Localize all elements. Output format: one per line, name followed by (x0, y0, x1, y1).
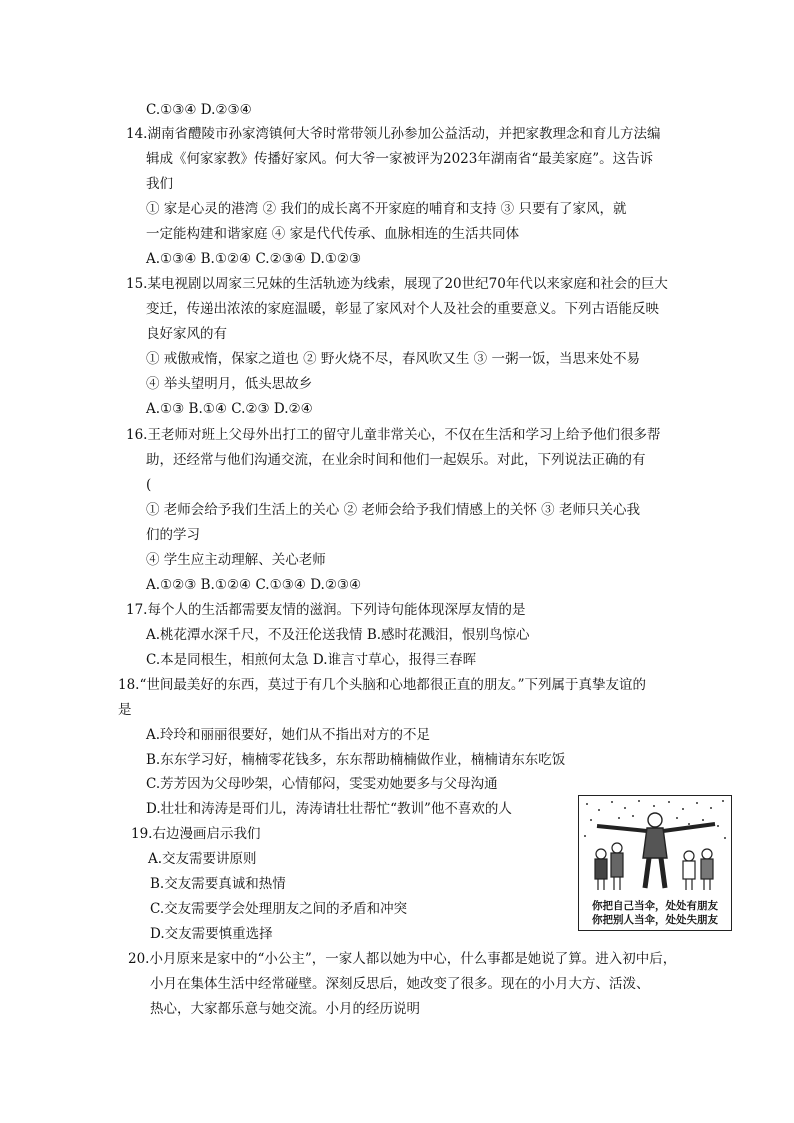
question-14-statements: ① 家是心灵的港湾 ② 我们的成长离不开家庭的哺育和支持 ③ 只要有了家风，就 (146, 201, 627, 217)
question-15-statements: ④ 举头望明月，低头思故乡 (146, 376, 313, 392)
question-15-stem: 15.某电视剧以周家三兄妹的生活轨迹为线索，展现了20世纪70年代以来家庭和社会的巨大 (126, 276, 668, 292)
question-20-stem: 小月在集体生活中经常碰壁。深刻反思后，她改变了很多。现在的小月大方、活泼、 (150, 976, 650, 992)
question-15-statements: ① 戒傲戒惰，保家之道也 ② 野火烧不尽，春风吹又生 ③ 一粥一饭，当思来处不易 (146, 351, 640, 367)
question-14-options: A.①③④ B.①②④ C.②③④ D.①②③ (146, 251, 362, 267)
cartoon-caption-1: 你把自己当伞，处处有朋友 (592, 900, 718, 912)
question-15-stem: 良好家风的有 (146, 326, 227, 342)
question-18-stem: 是 (118, 702, 132, 718)
question-14-stem: 14.湖南省醴陵市孙家湾镇何大爷时常带领儿孙参加公益活动，并把家教理念和育儿方法编 (126, 126, 661, 142)
question-15-options: A.①③ B.①④ C.②③ D.②④ (146, 401, 313, 417)
question-20-stem: 热心，大家都乐意与她交流。小月的经历说明 (150, 1001, 420, 1017)
question-18-option: A.玲玲和丽丽很要好，她们从不指出对方的不足 (146, 727, 431, 743)
question-14-stem: 辑成《何家家教》传播好家风。何大爷一家被评为2023年湖南省“最美家庭”。这告诉 (146, 151, 654, 167)
question-18-option: C.芳芳因为父母吵架，心情郁闷，雯雯劝她要多与父母沟通 (146, 776, 498, 792)
question-16-options: A.①②③ B.①②④ C.①③④ D.②③④ (146, 577, 362, 593)
question-18-stem: 18.“世间最美好的东西，莫过于有几个头脑和心地都很正直的朋友。”下列属于真挚友谊的 (118, 677, 647, 693)
question-19-option: D.交友需要慎重选择 (150, 926, 273, 942)
question-17-options: C.本是同根生，相煎何太急 D.谁言寸草心，报得三春晖 (146, 652, 477, 668)
question-16-stem: 助，还经常与他们沟通交流，在业余时间和他们一起娱乐。对此，下列说法正确的有 (146, 452, 646, 468)
cartoon-drawing (579, 796, 731, 896)
question-14-stem: 我们 (146, 176, 173, 192)
answer-options-13: C.①③④ D.②③④ (146, 102, 252, 118)
question-15-stem: 变迁，传递出浓浓的家庭温暖，彰显了家风对个人及社会的重要意义。下列古语能反映 (146, 301, 659, 317)
question-19-option: A.交友需要讲原则 (148, 851, 257, 867)
friendship-cartoon (578, 795, 732, 931)
question-18-option: B.东东学习好，楠楠零花钱多，东东帮助楠楠做作业，楠楠请东东吃饭 (146, 752, 566, 768)
question-17-options: A.桃花潭水深千尺，不及汪伦送我情 B.感时花溅泪，恨别鸟惊心 (146, 627, 530, 643)
left-friends-group (595, 843, 623, 890)
question-19-option: B.交友需要真诚和热情 (150, 876, 286, 892)
question-14-statements: 一定能构建和谐家庭 ④ 家是代代传承、血脉相连的生活共同体 (146, 226, 520, 242)
right-friends-group (683, 849, 713, 890)
question-16-statements: ④ 学生应主动理解、关心老师 (146, 552, 326, 568)
question-19-stem: 19.右边漫画启示我们 (131, 826, 261, 842)
question-18-option: D.壮壮和涛涛是哥们儿，涛涛请壮壮帮忙“教训”他不喜欢的人 (146, 801, 512, 817)
question-19-option: C.交友需要学会处理朋友之间的矛盾和冲突 (150, 901, 408, 917)
question-16-statements: ① 老师会给予我们生活上的关心 ② 老师会给予我们情感上的关怀 ③ 老师只关心我 (146, 502, 640, 518)
question-16-statements: 们的学习 (146, 527, 200, 543)
question-16-stem: ( (146, 477, 152, 493)
question-16-stem: 16.王老师对班上父母外出打工的留守儿童非常关心，不仅在生活和学习上给予他们很多帮 (126, 427, 661, 443)
cartoon-caption-2: 你把别人当伞，处处失朋友 (592, 914, 718, 926)
question-17-stem: 17.每个人的生活都需要友情的滋润。下列诗句能体现深厚友情的是 (126, 602, 526, 618)
question-20-stem: 20.小月原来是家中的“小公主”，一家人都以她为中心，什么事都是她说了算。进入初中后， (128, 951, 677, 967)
